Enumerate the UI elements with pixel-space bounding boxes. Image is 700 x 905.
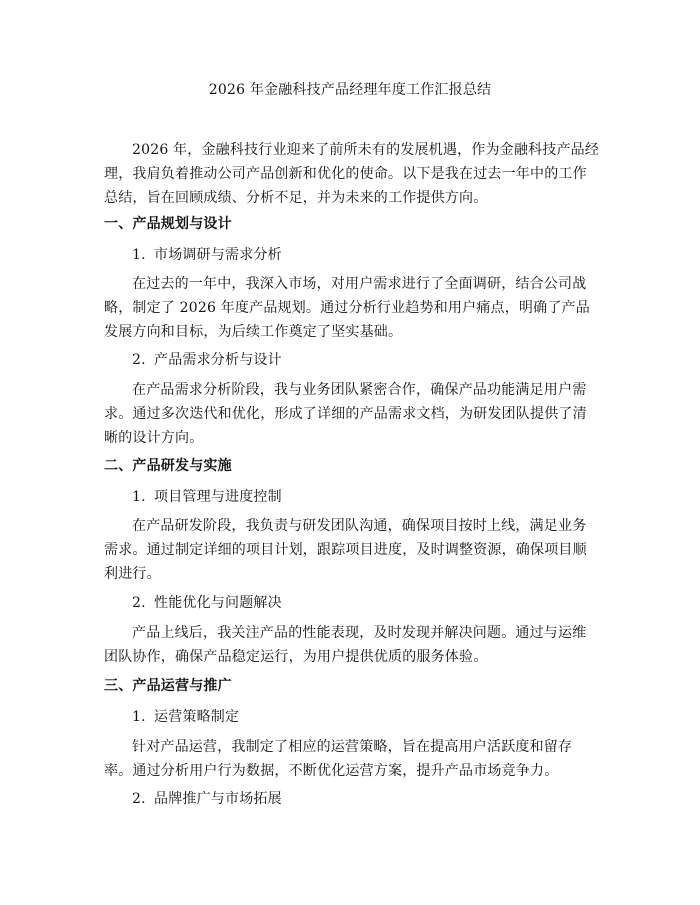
subsection-heading xyxy=(132,789,628,809)
subsection-body: 在产品研发阶段，我负责与研发团队沟通，确保项目按时上线，满足业务需求。通过制定详细的项目计划，跟踪项目进度，及时调整资源，确保项目顺利进行。 xyxy=(104,518,587,582)
subsection-number: 1. xyxy=(132,709,146,725)
subsection-title: 品牌推广与市场拓展 xyxy=(154,791,282,807)
subsection-number: 2. xyxy=(132,352,146,368)
subsection-body: 针对产品运营，我制定了相应的运营策略，旨在提高用户活跃度和留存率。通过分析用户行为数据，不断优化运营方案，提升产品市场竞争力。 xyxy=(104,739,573,779)
intro-paragraph: 2026 年，金融科技行业迎来了前所未有的发展机遇，作为金融科技产品经理，我肩负着推动公司产品创新和优化的使命。以下是我在过去一年中的工作总结，旨在回顾成绩、分析不足，并为未来的工作提供方向。 xyxy=(104,142,600,206)
subsection-title: 性能优化与问题解决 xyxy=(154,595,282,611)
section-heading-development: 二、产品研发与实施 xyxy=(104,458,232,474)
subsection-number: 2. xyxy=(132,791,146,807)
subsection-number: 2. xyxy=(132,595,146,611)
subsection-heading xyxy=(132,350,628,370)
subsection-body: 产品上线后，我关注产品的性能表现，及时发现并解决问题。通过与运维团队协作，确保产品稳定运行，为用户提供优质的服务体验。 xyxy=(104,625,587,665)
subsection-heading xyxy=(132,707,628,727)
document-title: 2026 年金融科技产品经理年度工作汇报总结 xyxy=(208,82,492,98)
subsection-body: 在产品需求分析阶段，我与业务团队紧密合作，确保产品功能满足用户需求。通过多次迭代和优化，形成了详细的产品需求文档，为研发团队提供了清晰的设计方向。 xyxy=(104,382,587,446)
subsection-heading xyxy=(132,245,628,265)
subsection-title: 项目管理与进度控制 xyxy=(154,489,282,505)
section-heading-operations: 三、产品运营与推广 xyxy=(104,678,232,694)
subsection-number: 1. xyxy=(132,489,146,505)
subsection-title: 运营策略制定 xyxy=(154,709,240,725)
subsection-heading xyxy=(132,487,628,507)
subsection-body: 在过去的一年中，我深入市场，对用户需求进行了全面调研，结合公司战略，制定了 2026 年度产品规划。通过分析行业趋势和用户痛点，明确了产品发展方向和目标，为后续工作奠定了坚实基础。 xyxy=(104,276,590,340)
subsection-heading xyxy=(132,593,628,613)
subsection-title: 产品需求分析与设计 xyxy=(154,352,282,368)
subsection-title: 市场调研与需求分析 xyxy=(154,247,282,263)
subsection-number: 1. xyxy=(132,247,146,263)
section-heading-planning: 一、产品规划与设计 xyxy=(104,216,232,232)
